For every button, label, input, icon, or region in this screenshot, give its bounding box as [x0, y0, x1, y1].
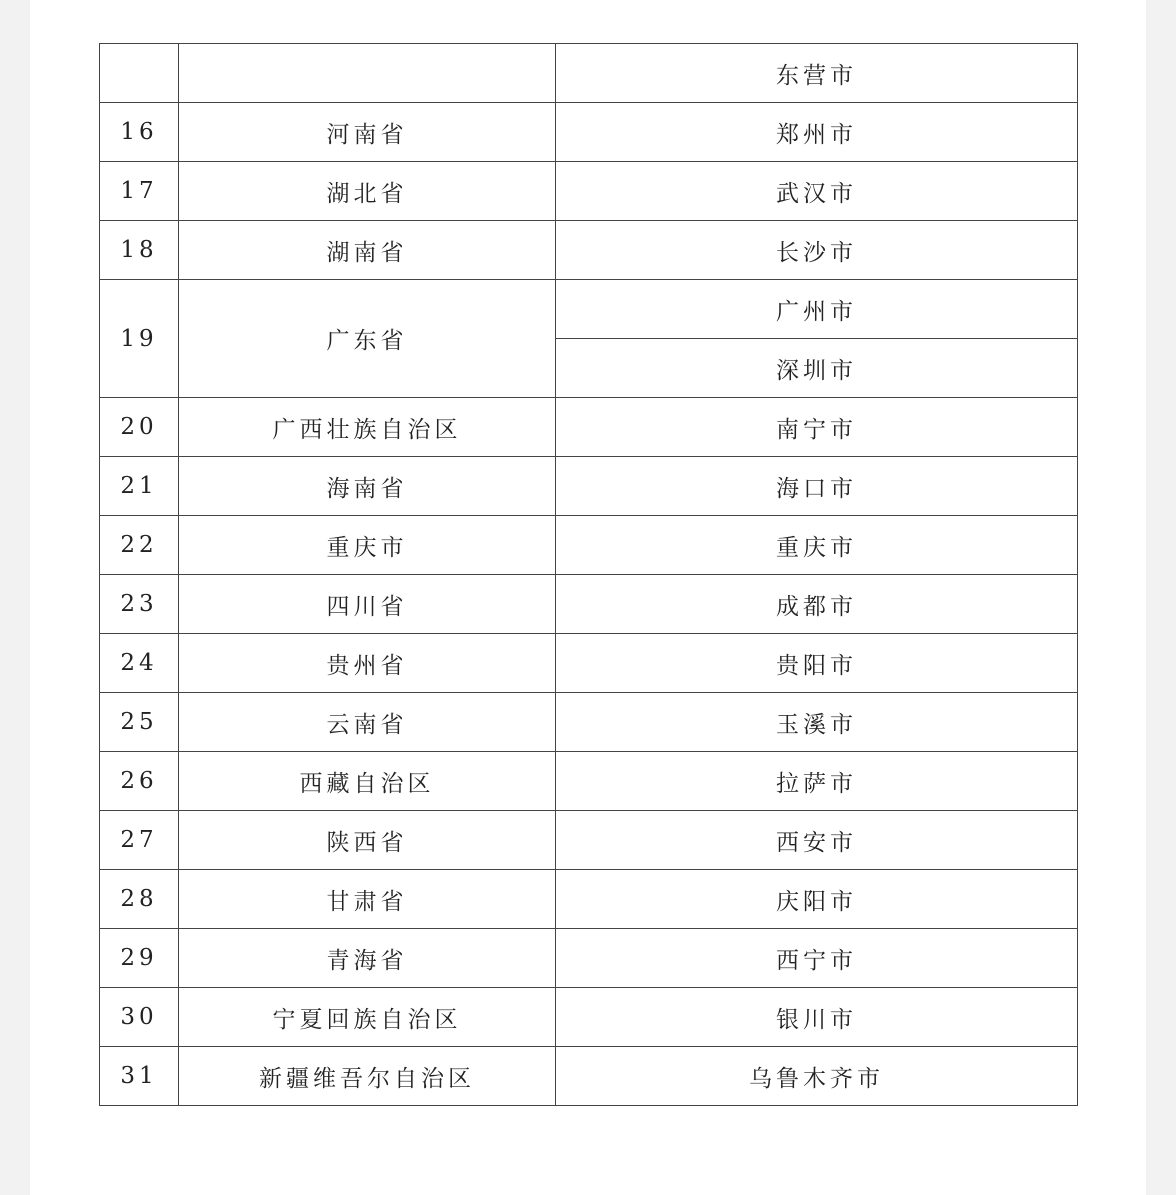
city-cell: 武汉市: [556, 162, 1078, 221]
table-row: [100, 870, 1078, 929]
province-cell: 新疆维吾尔自治区: [179, 1047, 556, 1106]
province-cell: 陕西省: [179, 811, 556, 870]
province-cell: 湖北省: [179, 162, 556, 221]
province-cell: 云南省: [179, 693, 556, 752]
city-cell: 深圳市: [556, 339, 1078, 398]
row-number: 30: [100, 988, 179, 1047]
city-cell: 拉萨市: [556, 752, 1078, 811]
row-number: 21: [100, 457, 179, 516]
table-row: [100, 693, 1078, 752]
table-row: [100, 811, 1078, 870]
province-cell: 湖南省: [179, 221, 556, 280]
region-city-table: [99, 43, 1078, 1106]
row-number: 16: [100, 103, 179, 162]
table-row: [100, 988, 1078, 1047]
table-row: [100, 398, 1078, 457]
city-cell: 广州市: [556, 280, 1078, 339]
row-number: [100, 44, 179, 103]
province-cell: 西藏自治区: [179, 752, 556, 811]
province-cell: 海南省: [179, 457, 556, 516]
row-number: 19: [100, 280, 179, 398]
city-cell: 庆阳市: [556, 870, 1078, 929]
province-cell: 青海省: [179, 929, 556, 988]
table-row: [100, 634, 1078, 693]
table-row: [100, 1047, 1078, 1106]
province-cell: [179, 44, 556, 103]
table-row: [100, 575, 1078, 634]
document-page: [30, 0, 1146, 1195]
row-number: 29: [100, 929, 179, 988]
table-row: [100, 280, 1078, 339]
table-row: [100, 516, 1078, 575]
row-number: 31: [100, 1047, 179, 1106]
row-number: 20: [100, 398, 179, 457]
province-cell: 广西壮族自治区: [179, 398, 556, 457]
row-number: 25: [100, 693, 179, 752]
city-cell: 银川市: [556, 988, 1078, 1047]
province-cell: 贵州省: [179, 634, 556, 693]
city-cell: 郑州市: [556, 103, 1078, 162]
city-cell: 乌鲁木齐市: [556, 1047, 1078, 1106]
province-cell: 重庆市: [179, 516, 556, 575]
province-cell: 四川省: [179, 575, 556, 634]
city-cell: 东营市: [556, 44, 1078, 103]
table-row: [100, 929, 1078, 988]
table-row: [100, 103, 1078, 162]
city-cell: 玉溪市: [556, 693, 1078, 752]
table-row: [100, 457, 1078, 516]
city-cell: 西宁市: [556, 929, 1078, 988]
city-cell: 海口市: [556, 457, 1078, 516]
table-row: [100, 752, 1078, 811]
city-cell: 西安市: [556, 811, 1078, 870]
row-number: 24: [100, 634, 179, 693]
row-number: 28: [100, 870, 179, 929]
row-number: 23: [100, 575, 179, 634]
city-cell: 贵阳市: [556, 634, 1078, 693]
city-cell: 南宁市: [556, 398, 1078, 457]
city-cell: 成都市: [556, 575, 1078, 634]
province-cell: 广东省: [179, 280, 556, 398]
province-cell: 宁夏回族自治区: [179, 988, 556, 1047]
row-number: 17: [100, 162, 179, 221]
table-row: [100, 221, 1078, 280]
table-body: [100, 44, 1078, 1106]
city-cell: 重庆市: [556, 516, 1078, 575]
row-number: 26: [100, 752, 179, 811]
row-number: 22: [100, 516, 179, 575]
table-row: [100, 44, 1078, 103]
province-cell: 河南省: [179, 103, 556, 162]
table-row: [100, 162, 1078, 221]
row-number: 27: [100, 811, 179, 870]
province-cell: 甘肃省: [179, 870, 556, 929]
row-number: 18: [100, 221, 179, 280]
city-cell: 长沙市: [556, 221, 1078, 280]
